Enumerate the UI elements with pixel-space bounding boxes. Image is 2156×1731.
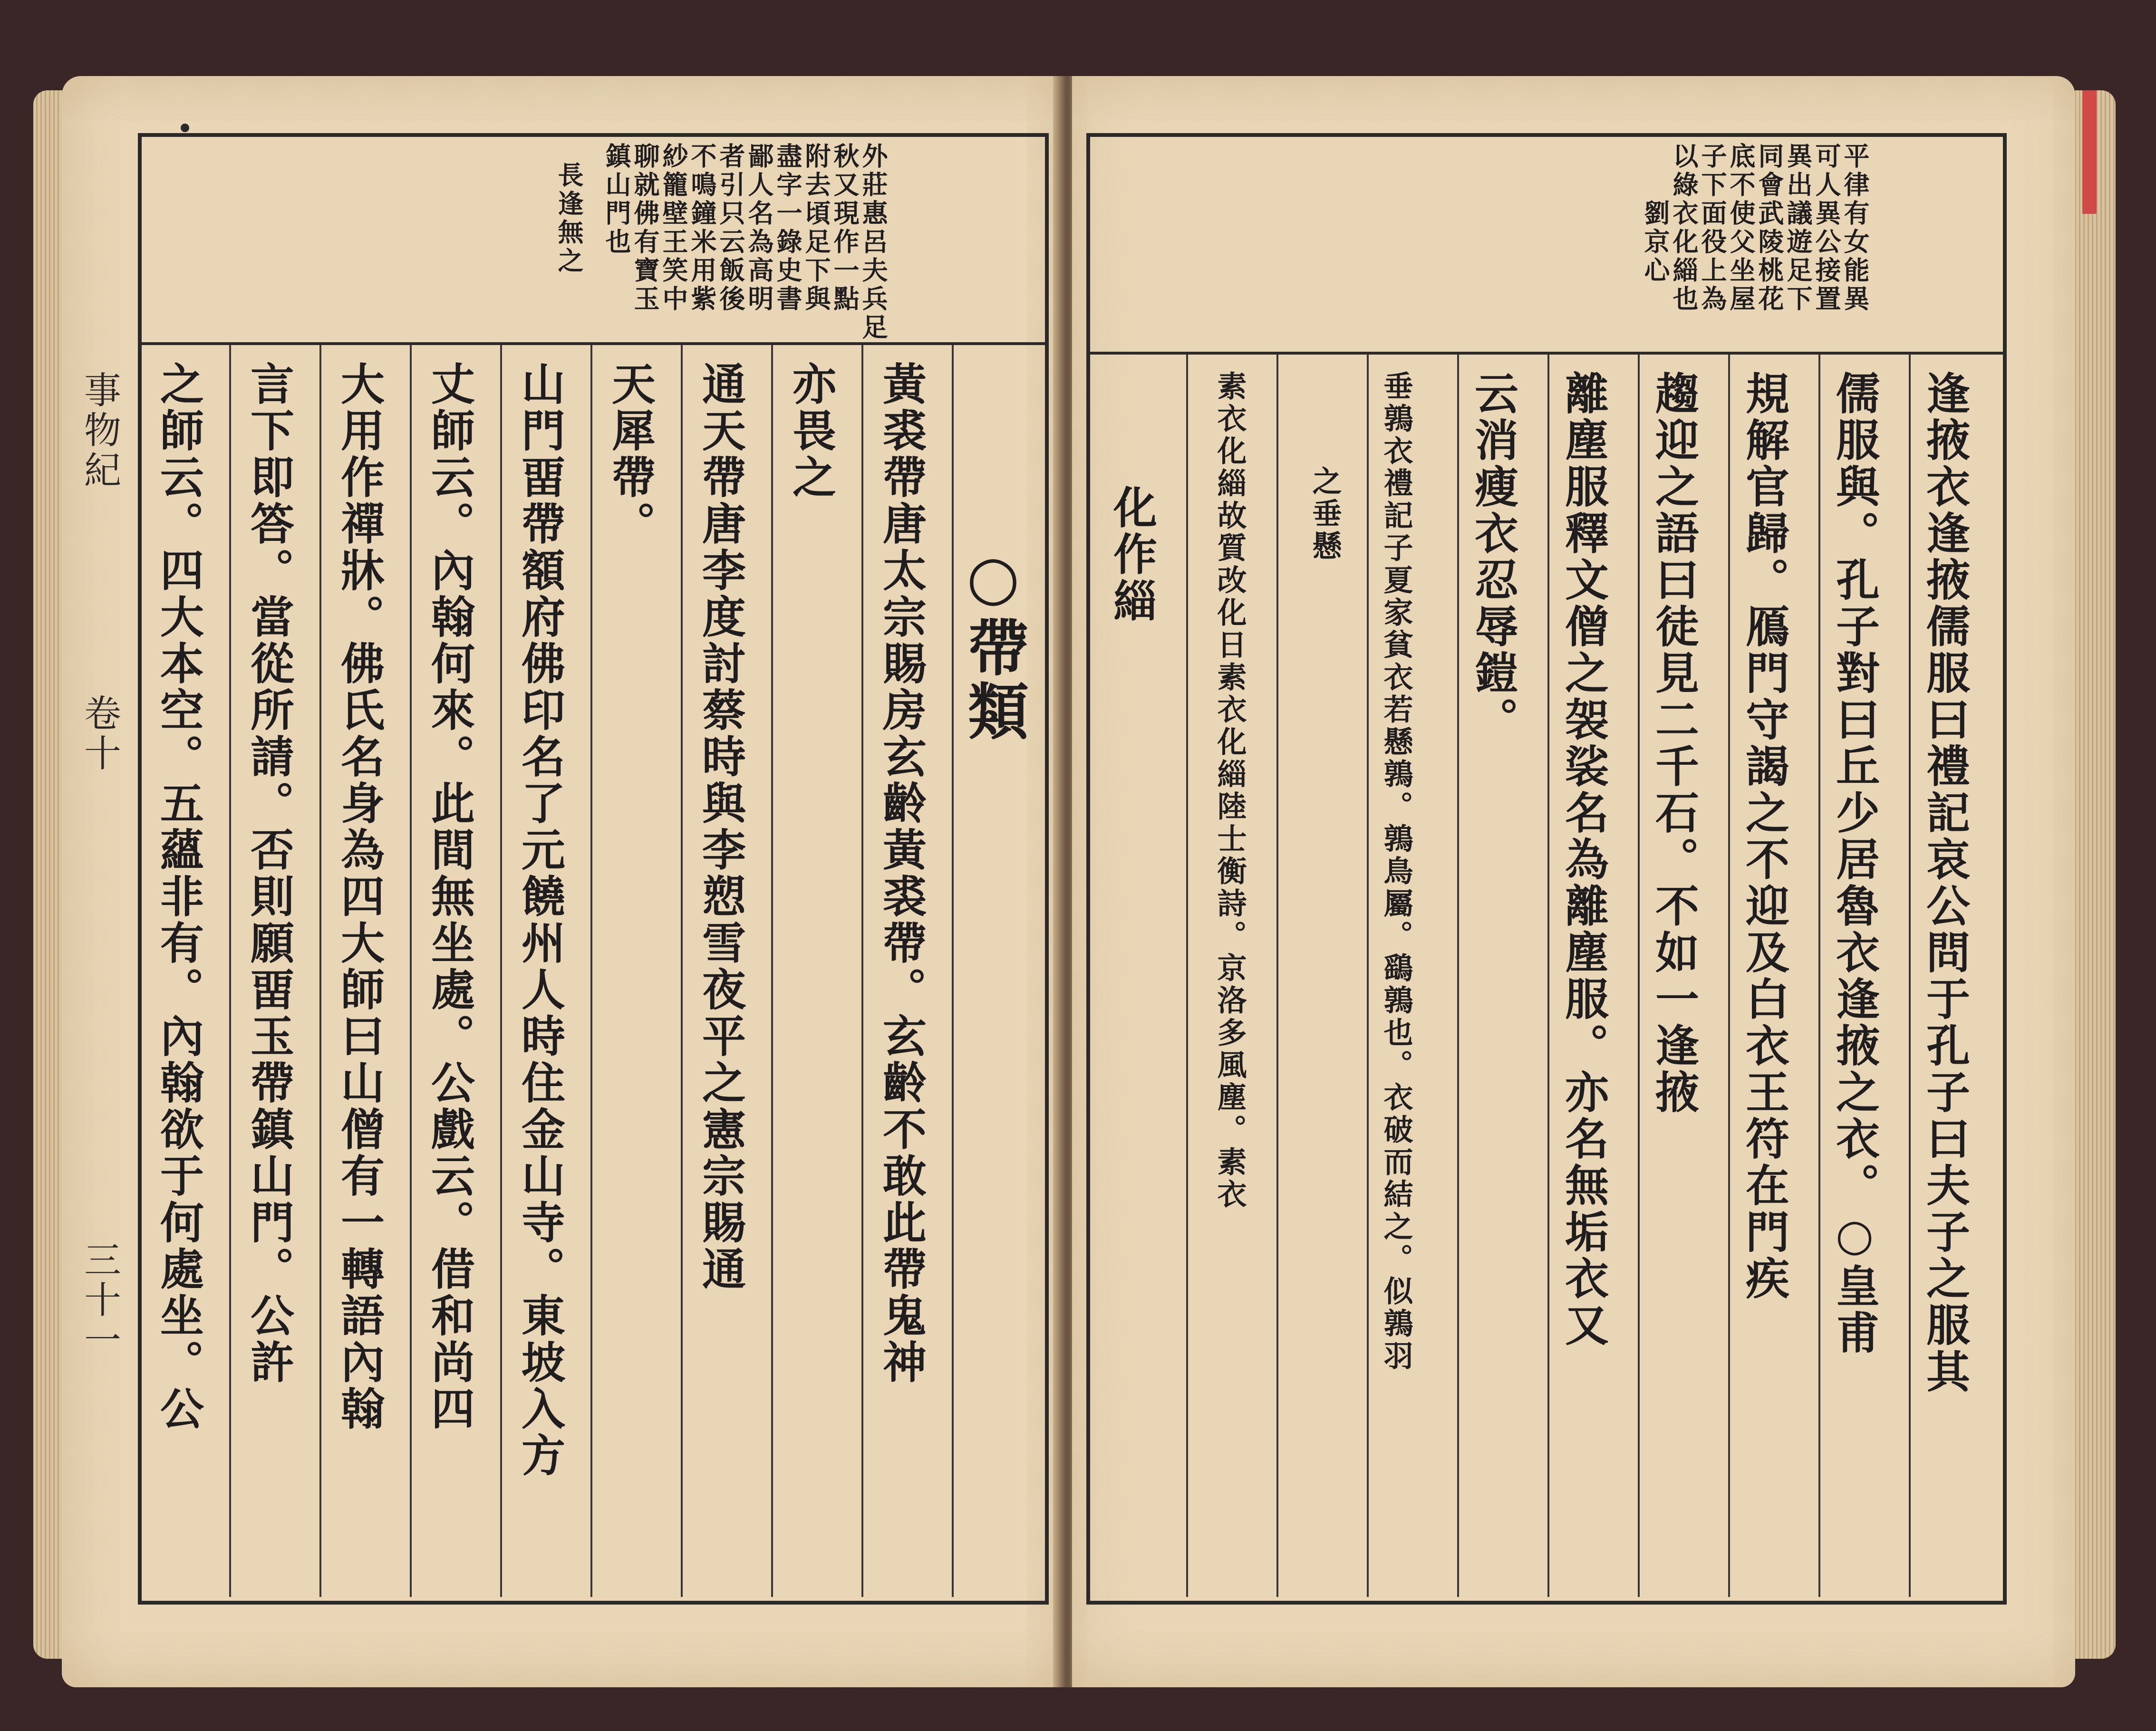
left-head-note: 不鳴鐘米用紫 — [687, 143, 717, 314]
left-head-note: 者引只云飯後 — [715, 143, 746, 314]
column-divider — [1367, 355, 1369, 1597]
text-column: 丈師云。內翰何來。此間無坐處。公戲云。借和尚四 — [424, 361, 475, 1433]
column-divider — [1909, 355, 1911, 1597]
text-column: 黃裘帶唐太宗賜房玄齡黃裘帶。玄齡不敢此帶鬼神 — [876, 361, 927, 1386]
column-divider — [1276, 355, 1278, 1597]
right-head-note: 平律有女能異 — [1840, 143, 1870, 314]
left-page — [62, 76, 1063, 1687]
text-column: 之師云。四大本空。五蘊非有。內翰欲于何處坐。公 — [153, 361, 204, 1433]
text-column: 素衣化緇故質改化日素衣化緇陸士衡詩。京洛多風塵。素衣 — [1212, 371, 1247, 1211]
text-column: 山門畱帶額府佛印名了元饒州人時住金山寺。東坡入方 — [514, 361, 566, 1479]
gutter-title: 事物紀 — [78, 371, 121, 490]
left-corner-dot — [181, 124, 189, 132]
right-page — [1072, 76, 2075, 1687]
column-divider — [681, 345, 683, 1597]
text-column: 離塵服釋文僧之袈裟名為離塵服。亦名無垢衣又 — [1558, 371, 1609, 1349]
text-column: 大用作禪牀。佛氏名身為四大師曰山僧有一轉語內翰 — [334, 361, 385, 1433]
column-divider — [590, 345, 592, 1597]
text-column: 趨迎之語曰徒見二千石。不如一逢掖 — [1648, 371, 1700, 1116]
text-column: 通天帶唐李度討蔡時與李愬雪夜平之憲宗賜通 — [695, 361, 746, 1293]
column-divider — [319, 345, 321, 1597]
text-column: 儒服與。孔子對曰丘少居魯衣逢掖之衣。○皇甫 — [1829, 371, 1880, 1356]
gutter-page-number: 三十一 — [78, 1241, 121, 1360]
left-head-note: 盡字一錄史書 — [773, 143, 803, 314]
column-divider — [1186, 355, 1188, 1597]
text-column: 亦畏之 — [785, 361, 837, 501]
gutter-volume: 卷十 — [78, 694, 121, 774]
left-head-note: 秋又現作一點 — [830, 143, 860, 314]
right-head-note: 劉京心 — [1640, 200, 1671, 285]
text-column: 之垂懸 — [1307, 466, 1342, 563]
red-page-marker — [2082, 90, 2097, 214]
right-head-note: 同會武陵桃花 — [1754, 143, 1785, 314]
right-head-rule — [1086, 352, 2003, 355]
text-column: 言下即答。當從所請。否則願畱玉帶鎮山門。公許 — [243, 361, 295, 1386]
left-head-note: 附去頃足下與 — [801, 143, 831, 314]
text-column: 規解官歸。鴈門守謁之不迎及白衣王符在門疾 — [1739, 371, 1790, 1302]
left-head-note: 外莊惠呂夫兵足 — [858, 143, 889, 342]
column-divider — [1638, 355, 1640, 1597]
column-divider — [1818, 355, 1820, 1597]
column-divider — [410, 345, 412, 1597]
left-head-note: 鎮山門也 — [601, 143, 632, 257]
section-heading: ○帶類 — [957, 542, 1029, 743]
column-divider — [771, 345, 773, 1597]
text-column: 化作緇 — [1106, 485, 1158, 625]
left-head-note: 長逢無之 — [554, 162, 584, 276]
right-head-note: 可人異公接置 — [1811, 143, 1842, 314]
column-divider — [1728, 355, 1730, 1597]
right-head-note: 異出議遊足下 — [1783, 143, 1813, 314]
column-divider — [1547, 355, 1549, 1597]
column-divider — [861, 345, 863, 1597]
column-divider — [1457, 355, 1459, 1597]
left-head-note: 紗籠壁王笑中 — [658, 143, 689, 314]
column-divider — [952, 345, 954, 1597]
left-head-note: 鄙人名為高明 — [744, 143, 774, 314]
left-head-note: 聊就佛有寶玉 — [630, 143, 660, 314]
open-book — [62, 76, 2078, 1721]
right-head-note: 子下面役上為 — [1697, 143, 1728, 314]
text-column: 逢掖衣逢掖儒服曰禮記哀公問于孔子曰夫子之服其 — [1919, 371, 1971, 1395]
column-divider — [229, 345, 231, 1597]
column-divider — [500, 345, 502, 1597]
text-column: 垂鶉衣禮記子夏家貧衣若懸鶉。鶉鳥屬。鷂鶉也。衣破而結之。似鶉羽 — [1379, 371, 1413, 1373]
text-column: 云消瘦衣忍辱鎧。 — [1468, 371, 1519, 743]
right-head-note: 以綠衣化緇也 — [1669, 143, 1699, 314]
text-column: 天犀帶。 — [605, 361, 656, 548]
right-head-note: 底不使父坐屋 — [1726, 143, 1756, 314]
